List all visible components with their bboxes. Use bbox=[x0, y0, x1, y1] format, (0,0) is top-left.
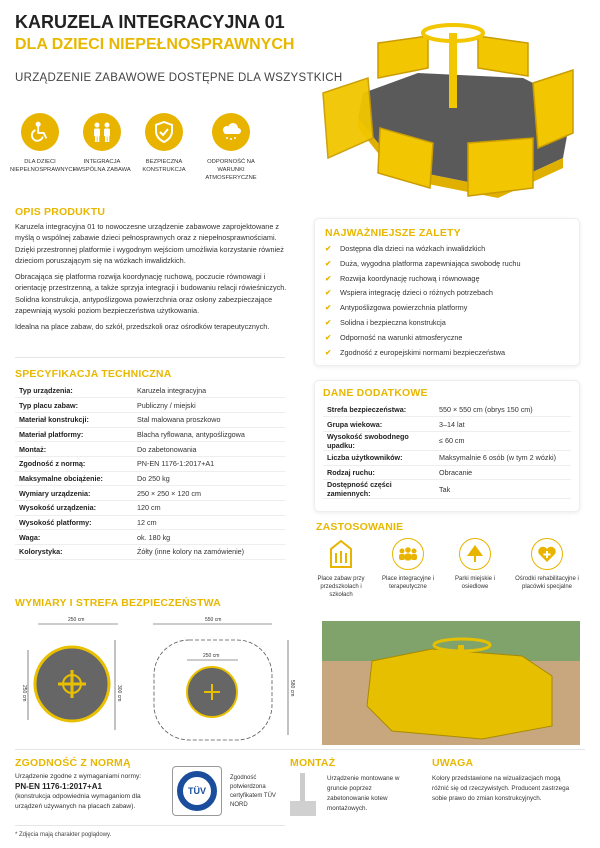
row-label: Grupa wiekowa: bbox=[323, 417, 435, 432]
footnote: * Zdjęcia mają charakter poglądowy. bbox=[15, 832, 112, 838]
advantage-item: ✔ Rozwija koordynację ruchową i równowagę bbox=[325, 272, 569, 287]
product-render-image bbox=[318, 8, 586, 198]
advantage-item: ✔ Solidna i bezpieczna konstrukcja bbox=[325, 316, 569, 331]
school-building-icon bbox=[325, 538, 357, 570]
row-label: Materiał platformy: bbox=[15, 427, 133, 442]
table-row bbox=[15, 515, 285, 530]
row-value: Karuzela integracyjna bbox=[133, 383, 285, 398]
table-row bbox=[15, 456, 285, 471]
feature-safety: BEZPIECZNA KONSTRUKCJA bbox=[134, 113, 194, 182]
row-value: Blacha ryflowana, antypoślizgowa bbox=[133, 427, 285, 442]
row-value: Maksymalnie 6 osób (w tym 2 wózki) bbox=[435, 450, 571, 465]
table-row bbox=[15, 442, 285, 457]
tuv-badge: TÜV bbox=[172, 766, 222, 816]
row-value: 250 × 250 × 120 cm bbox=[133, 486, 285, 501]
row-label: Dostępność części zamiennych: bbox=[323, 480, 435, 499]
check-icon: ✔ bbox=[325, 244, 332, 253]
spec-table bbox=[15, 383, 285, 560]
people-icon bbox=[83, 113, 121, 151]
application-integration: Place integracyjne i terapeutyczne bbox=[377, 538, 439, 599]
heart-plus-icon bbox=[531, 538, 563, 570]
description: Karuzela integracyjna 01 to nowoczesne urządzenie zabawowe zaprojektowane z myślą o wspólnej zabawie dzieci pełnosprawnych oraz z niepełnosprawnościami. Dzięki przestronnej platformie i wygodnym wejściom umożliwia korzystanie również dzieciom poruszającym się na wózkach inwalidzkich. Obracająca się platforma rozwija koordynację ruchową, poczucie równowagi i orientację przestrzenną, a także sprzyja integracji i budowaniu relacji rówieśniczych. Solidna konstrukcja, antypoślizgowa powierzchnia oraz osłony zabezpieczające zapewniają wysoki poziom bezpieczeństwa użytkowania. Idealna na place zabaw, do szkół, przedszkoli oraz ośrodków terapeutycznych. bbox=[15, 222, 287, 332]
row-label: Typ urządzenia: bbox=[15, 383, 133, 398]
row-value: Do zabetonowania bbox=[133, 442, 285, 457]
table-row bbox=[15, 545, 285, 560]
table-row bbox=[15, 471, 285, 486]
description-heading: OPIS PRODUKTU bbox=[15, 206, 106, 218]
table-row bbox=[15, 486, 285, 501]
product-photo bbox=[322, 621, 580, 745]
shield-icon bbox=[145, 113, 183, 151]
row-label: Montaż: bbox=[15, 442, 133, 457]
check-icon: ✔ bbox=[325, 288, 332, 298]
row-label: Kolorystyka: bbox=[15, 545, 133, 560]
table-row bbox=[323, 450, 571, 465]
row-label: Maksymalne obciążenie: bbox=[15, 471, 133, 486]
check-icon: ✔ bbox=[325, 332, 332, 342]
row-value: 12 cm bbox=[133, 515, 285, 530]
table-row bbox=[323, 402, 571, 417]
anchor-foundation-icon bbox=[288, 773, 318, 818]
applications-heading: ZASTOSOWANIE bbox=[316, 521, 404, 533]
check-icon: ✔ bbox=[325, 303, 332, 313]
dimensions-drawing bbox=[10, 610, 310, 745]
row-label: Rodzaj ruchu: bbox=[323, 465, 435, 480]
dimensions-heading: WYMIARY I STREFA BEZPIECZEŃSTWA bbox=[15, 597, 221, 609]
advantage-item: ✔ Antypoślizgowa powierzchnia platformy bbox=[325, 301, 569, 316]
table-row bbox=[15, 398, 285, 413]
zone-width-label: 550 cm bbox=[205, 617, 222, 623]
table-row bbox=[15, 427, 285, 442]
feature-weather: ODPORNOŚĆ NA WARUNKI ATMOSFERYCZNE bbox=[196, 113, 266, 182]
table-row bbox=[323, 480, 571, 499]
row-label: Wymiary urządzenia: bbox=[15, 486, 133, 501]
row-label: Typ placu zabaw: bbox=[15, 398, 133, 413]
advantages-heading: NAJWAŻNIEJSZE ZALETY bbox=[325, 227, 461, 239]
table-row bbox=[323, 417, 571, 432]
table-row bbox=[323, 465, 571, 480]
row-value: Żółty (inne kolory na zamówienie) bbox=[133, 545, 285, 560]
montage-heading: MONTAŻ bbox=[290, 757, 336, 769]
group-icon bbox=[392, 538, 424, 570]
row-value: Publiczny / miejski bbox=[133, 398, 285, 413]
row-value: Do 250 kg bbox=[133, 471, 285, 486]
additional-heading: DANE DODATKOWE bbox=[323, 387, 428, 399]
row-label: Strefa bezpieczeństwa: bbox=[323, 402, 435, 417]
table-row bbox=[15, 530, 285, 545]
additional-table bbox=[323, 402, 571, 499]
spec-heading: SPECYFIKACJA TECHNICZNA bbox=[15, 368, 172, 380]
montage-text: Urządzenie montowane w gruncie poprzez zabetonowanie kotew montażowych. bbox=[327, 775, 400, 812]
norm-heading: ZGODNOŚĆ Z NORMĄ bbox=[15, 757, 131, 769]
additional-box bbox=[314, 380, 580, 512]
norm-text: Urządzenie zgodne z wymaganiami normy: PN-EN 1176-1:2017+A1 (konstrukcja odpowiednia wymaganiom dla urządzeń używanych na placach zabaw). bbox=[15, 773, 142, 810]
advantage-item: ✔ Odporność na warunki atmosferyczne bbox=[325, 331, 569, 346]
row-label: Wysokość platformy: bbox=[15, 515, 133, 530]
check-icon: ✔ bbox=[325, 273, 332, 283]
advantage-item: ✔ Dostępna dla dzieci na wózkach inwalidzkich bbox=[325, 242, 569, 257]
check-icon: ✔ bbox=[325, 258, 332, 268]
notice-text: Kolory przedstawione na wizualizacjach mogą różnić się od rzeczywistych. Producent zastrzega sobie prawo do zmian konstrukcyjnych. bbox=[432, 775, 570, 802]
row-value: 3–14 lat bbox=[435, 417, 571, 432]
cloud-rain-icon bbox=[212, 113, 250, 151]
row-value: PN-EN 1176-1:2017+A1 bbox=[133, 456, 285, 471]
page-subtitle: DLA DZIECI NIEPEŁNOSPRAWNYCH bbox=[15, 36, 295, 53]
row-value: ≤ 60 cm bbox=[435, 431, 571, 450]
page-title: KARUZELA INTEGRACYJNA 01 bbox=[15, 12, 285, 32]
row-label: Wysokość urządzenia: bbox=[15, 501, 133, 516]
tuv-cert-text: Zgodność potwierdzona certyfikatem TÜV NORD bbox=[230, 775, 276, 808]
wheelchair-icon bbox=[21, 113, 59, 151]
row-value: 120 cm bbox=[133, 501, 285, 516]
check-icon: ✔ bbox=[325, 317, 332, 327]
row-label: Wysokość swobodnego upadku: bbox=[323, 431, 435, 450]
advantage-item: ✔ Duża, wygodna platforma zapewniająca swobodę ruchu bbox=[325, 257, 569, 272]
row-label: Materiał konstrukcji: bbox=[15, 412, 133, 427]
applications bbox=[310, 538, 583, 599]
row-value: ok. 180 kg bbox=[133, 530, 285, 545]
feature-integration: INTEGRACJA I WSPÓLNA ZABAWA bbox=[72, 113, 132, 182]
row-value: Stal malowana proszkowo bbox=[133, 412, 285, 427]
device-depth-label: 300 cm bbox=[116, 685, 122, 702]
zone-depth-label: 580 cm bbox=[289, 680, 295, 697]
row-value: Tak bbox=[435, 480, 571, 499]
notice-heading: UWAGA bbox=[432, 757, 474, 769]
application-parks: Parki miejskie i osiedlowe bbox=[444, 538, 506, 599]
application-rehab: Ośrodki rehabilitacyjne i placówki specjalne bbox=[511, 538, 583, 599]
row-label: Waga: bbox=[15, 530, 133, 545]
table-row bbox=[15, 383, 285, 398]
feature-wheelchair: DLA DZIECI NIEPEŁNOSPRAWNYCH bbox=[10, 113, 70, 182]
advantage-item: ✔ Zgodność z europejskimi normami bezpieczeństwa bbox=[325, 346, 569, 361]
row-label: Zgodność z normą: bbox=[15, 456, 133, 471]
check-icon: ✔ bbox=[325, 347, 332, 357]
device-depth-left-label: 250 cm bbox=[21, 685, 27, 702]
tagline: URZĄDZENIE ZABAWOWE DOSTĘPNE DLA WSZYSTKICH bbox=[15, 72, 343, 84]
table-row bbox=[15, 412, 285, 427]
row-value: Obracanie bbox=[435, 465, 571, 480]
row-label: Liczba użytkowników: bbox=[323, 450, 435, 465]
tree-icon bbox=[459, 538, 491, 570]
row-value: 550 × 550 cm (obrys 150 cm) bbox=[435, 402, 571, 417]
table-row bbox=[15, 501, 285, 516]
feature-icons bbox=[10, 113, 266, 182]
table-row bbox=[323, 431, 571, 450]
zone-inner-label: 250 cm bbox=[203, 653, 220, 659]
device-width-label: 250 cm bbox=[68, 617, 85, 623]
advantages-box bbox=[314, 218, 580, 366]
advantage-item: ✔ Wspiera integrację dzieci o różnych potrzebach bbox=[325, 286, 569, 301]
application-school: Place zabaw przy przedszkolach i szkołach bbox=[310, 538, 372, 599]
